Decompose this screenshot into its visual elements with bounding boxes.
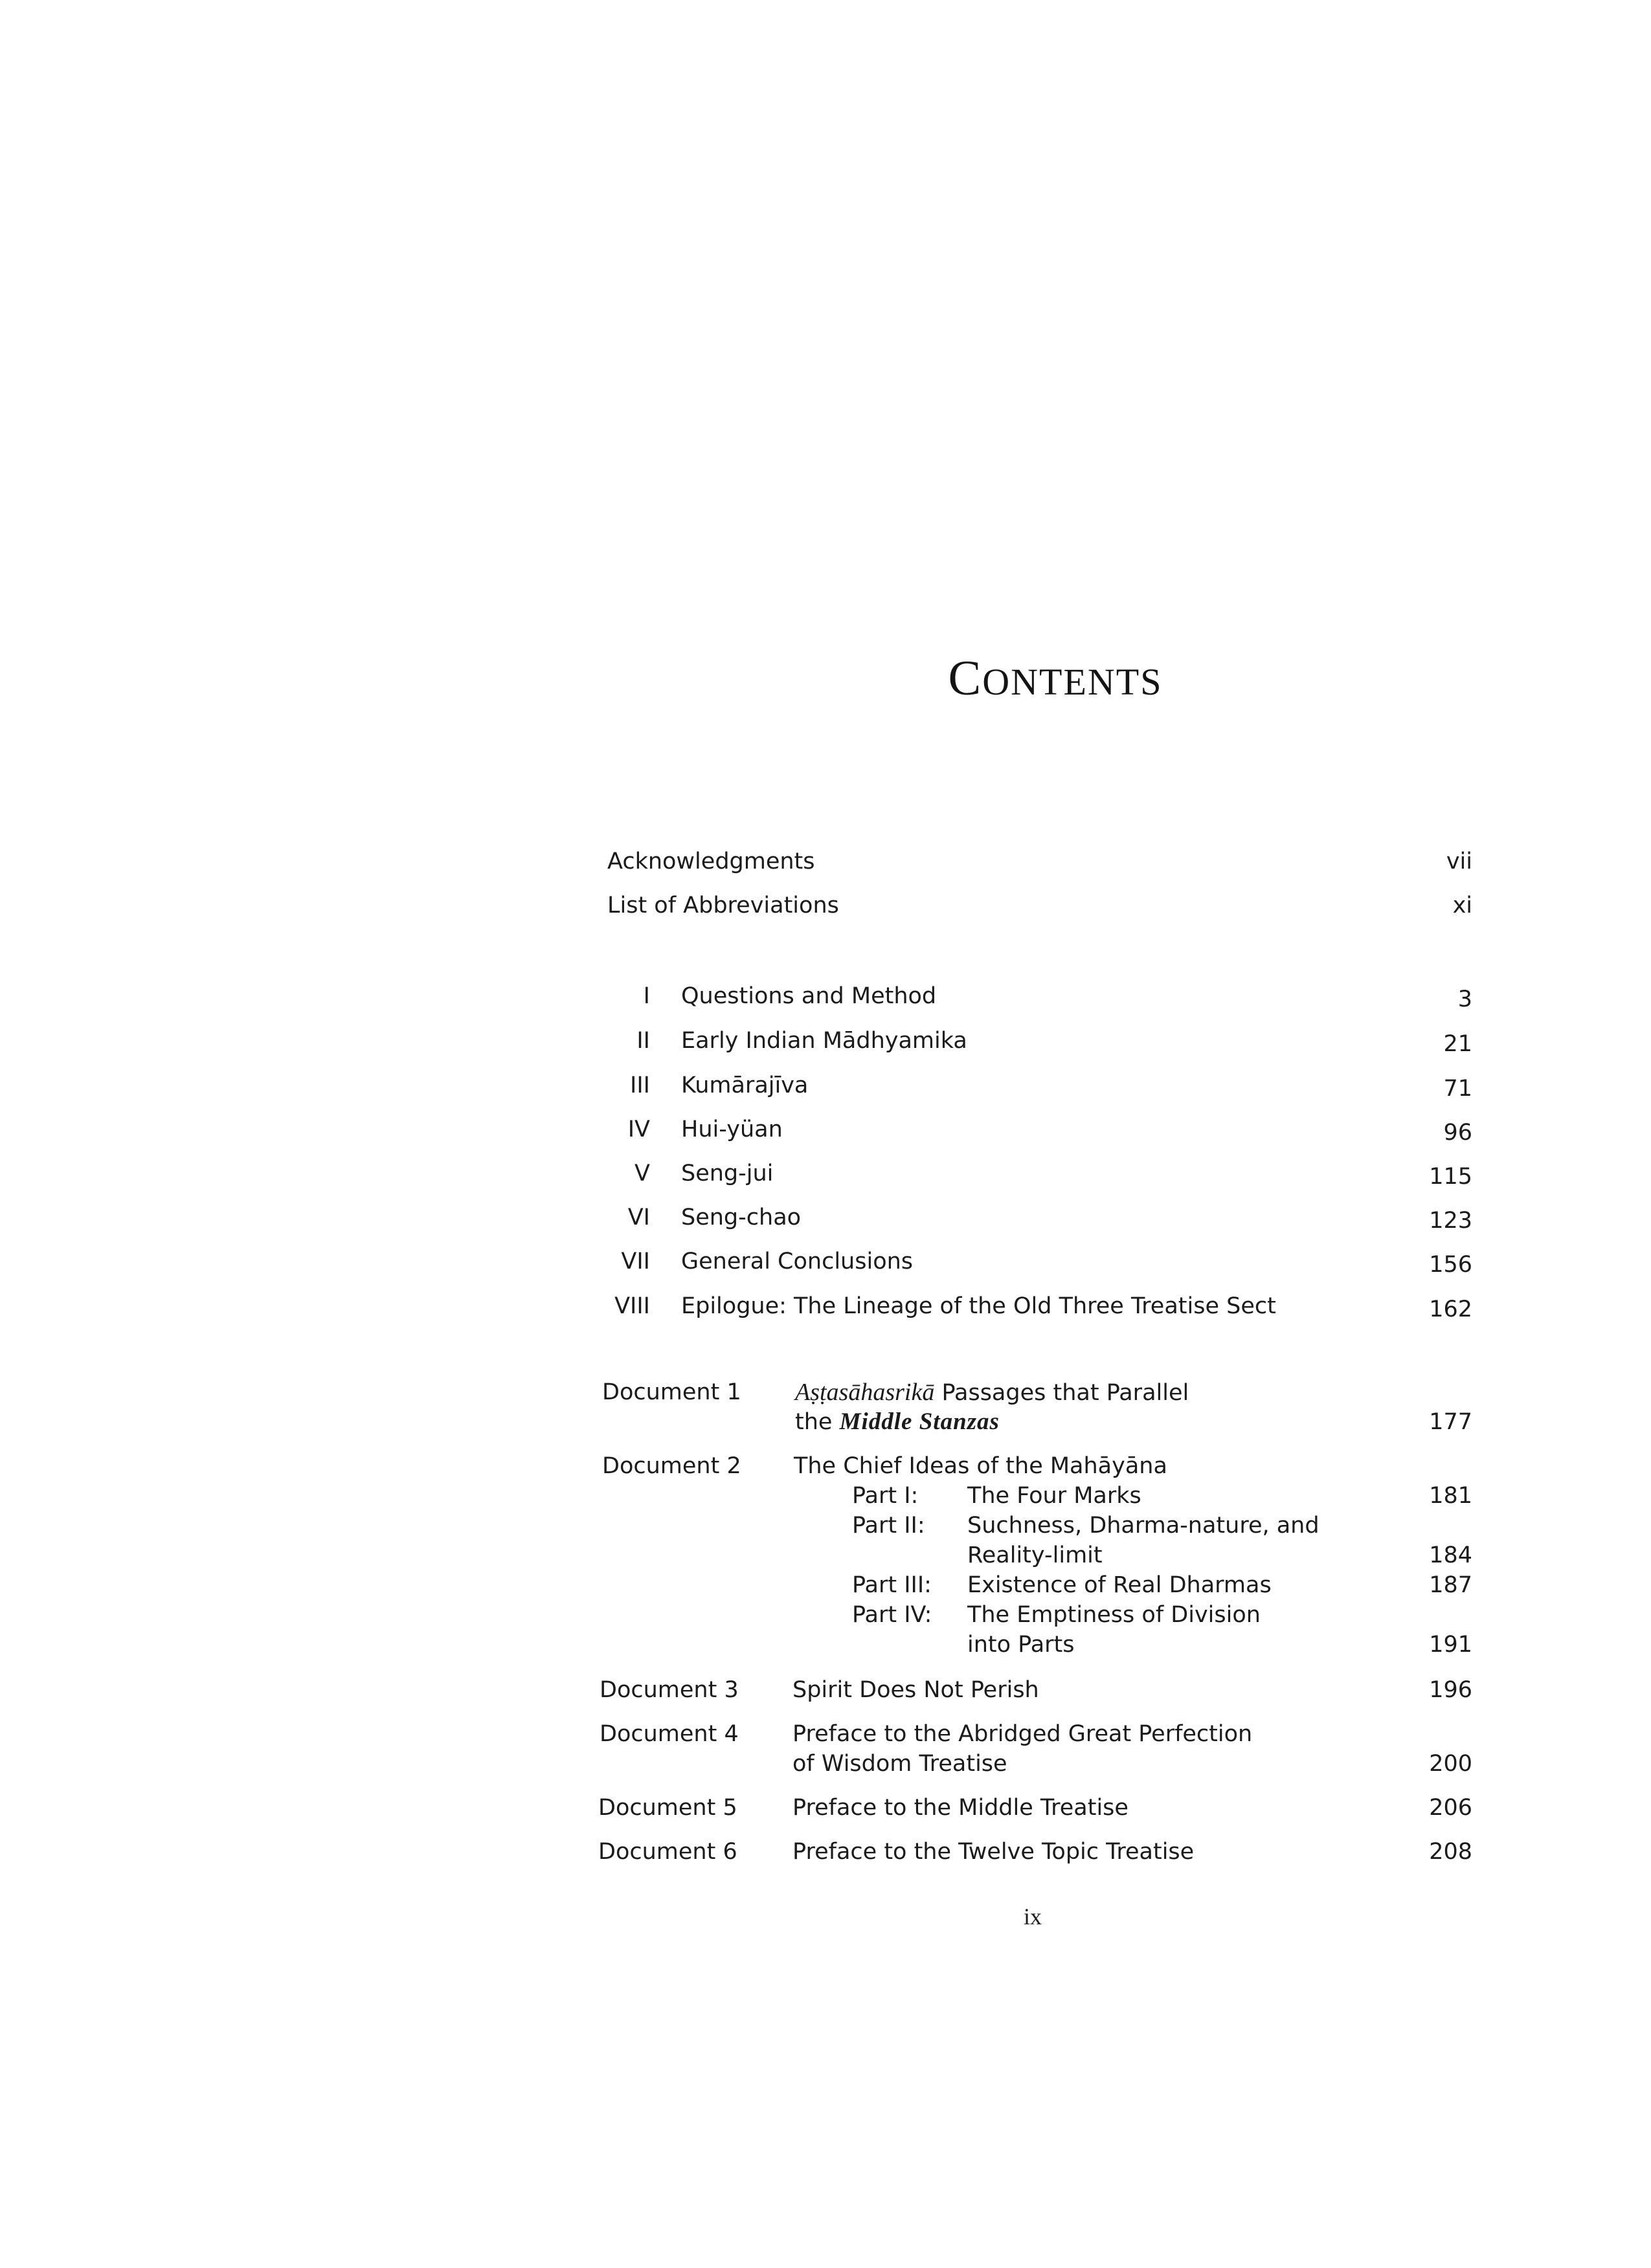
- chapter-page: 162: [1429, 1296, 1472, 1322]
- chapter-page: 21: [1443, 1031, 1472, 1057]
- document-title-rest: Passages that Parallel: [934, 1380, 1189, 1406]
- document-label: Document 6: [598, 1839, 737, 1865]
- part-title: The Four Marks: [967, 1483, 1141, 1509]
- chapter-number: VI: [627, 1205, 650, 1230]
- front-page-abbreviations: xi: [1452, 893, 1472, 918]
- document-title: [795, 1377, 1189, 1408]
- chapter-title: Questions and Method: [681, 983, 937, 1009]
- part-title: The Emptiness of Division: [967, 1602, 1261, 1628]
- part-title-line2: into Parts: [967, 1632, 1075, 1658]
- document-title: Spirit Does Not Perish: [792, 1677, 1039, 1703]
- chapter-title: Seng-chao: [681, 1205, 802, 1230]
- chapter-page: 123: [1429, 1208, 1472, 1234]
- document-page: 196: [1429, 1677, 1472, 1703]
- chapter-page: 156: [1429, 1252, 1472, 1278]
- part-label: Part III:: [852, 1572, 932, 1598]
- chapter-page: 71: [1443, 1076, 1472, 1102]
- title-initial: C: [948, 651, 983, 706]
- chapter-title: Early Indian Mādhyamika: [681, 1028, 967, 1054]
- front-label-acknowledgments: Acknowledgments: [607, 849, 815, 874]
- chapter-title: Seng-jui: [681, 1161, 774, 1186]
- document-label: Document 4: [600, 1721, 739, 1747]
- document-title: Preface to the Abridged Great Perfection: [792, 1721, 1253, 1747]
- part-label: Part I:: [852, 1483, 919, 1509]
- document-label: Document 1: [602, 1379, 741, 1405]
- chapter-page: 96: [1443, 1120, 1472, 1146]
- document-title: The Chief Ideas of the Mahāyāna: [794, 1453, 1167, 1479]
- page-title: [939, 650, 1172, 707]
- chapter-number: I: [643, 983, 650, 1009]
- chapter-number: III: [630, 1073, 650, 1098]
- document-title-line2: of Wisdom Treatise: [792, 1751, 1007, 1777]
- chapter-number: VII: [621, 1249, 650, 1274]
- chapter-title: General Conclusions: [681, 1249, 914, 1274]
- front-page-acknowledgments: vii: [1446, 849, 1472, 874]
- document-title-line2: [795, 1407, 1000, 1437]
- chapter-title: Kumārajīva: [681, 1073, 809, 1098]
- part-page: 184: [1429, 1542, 1472, 1568]
- chapter-title: Hui-yüan: [681, 1117, 783, 1142]
- document-title: Preface to the Middle Treatise: [792, 1795, 1129, 1821]
- document-page: 208: [1429, 1839, 1472, 1865]
- chapter-number: II: [636, 1028, 650, 1054]
- part-page: 187: [1429, 1572, 1472, 1598]
- chapter-number: IV: [627, 1117, 650, 1142]
- document-title-line2-italic: Middle Stanzas: [839, 1408, 1000, 1435]
- part-page: 191: [1429, 1632, 1472, 1658]
- document-title-line2-pre: the: [795, 1409, 840, 1435]
- part-title: Existence of Real Dharmas: [967, 1572, 1272, 1598]
- document-label: Document 5: [598, 1795, 737, 1821]
- part-label: Part II:: [852, 1513, 925, 1539]
- chapter-page: 115: [1429, 1164, 1472, 1190]
- title-rest: ONTENTS: [982, 661, 1163, 703]
- document-title-italic: Aṣṭasāhasrikā: [795, 1379, 935, 1406]
- document-label: Document 2: [602, 1453, 741, 1479]
- document-title: Preface to the Twelve Topic Treatise: [792, 1839, 1195, 1865]
- document-page: 206: [1429, 1795, 1472, 1821]
- document-page: 177: [1429, 1409, 1472, 1435]
- page-number: ix: [1023, 1904, 1042, 1929]
- chapter-number: V: [635, 1161, 650, 1186]
- document-label: Document 3: [600, 1677, 739, 1703]
- chapter-number: VIII: [614, 1293, 650, 1319]
- part-title: Suchness, Dharma-nature, and: [967, 1513, 1320, 1539]
- part-page: 181: [1429, 1483, 1472, 1509]
- part-title-line2: Reality-limit: [967, 1542, 1103, 1568]
- front-label-abbreviations: List of Abbreviations: [607, 893, 839, 918]
- document-page: 200: [1429, 1751, 1472, 1777]
- chapter-page: 3: [1457, 986, 1472, 1012]
- chapter-title: Epilogue: The Lineage of the Old Three Treatise Sect: [681, 1293, 1276, 1319]
- part-label: Part IV:: [852, 1602, 932, 1628]
